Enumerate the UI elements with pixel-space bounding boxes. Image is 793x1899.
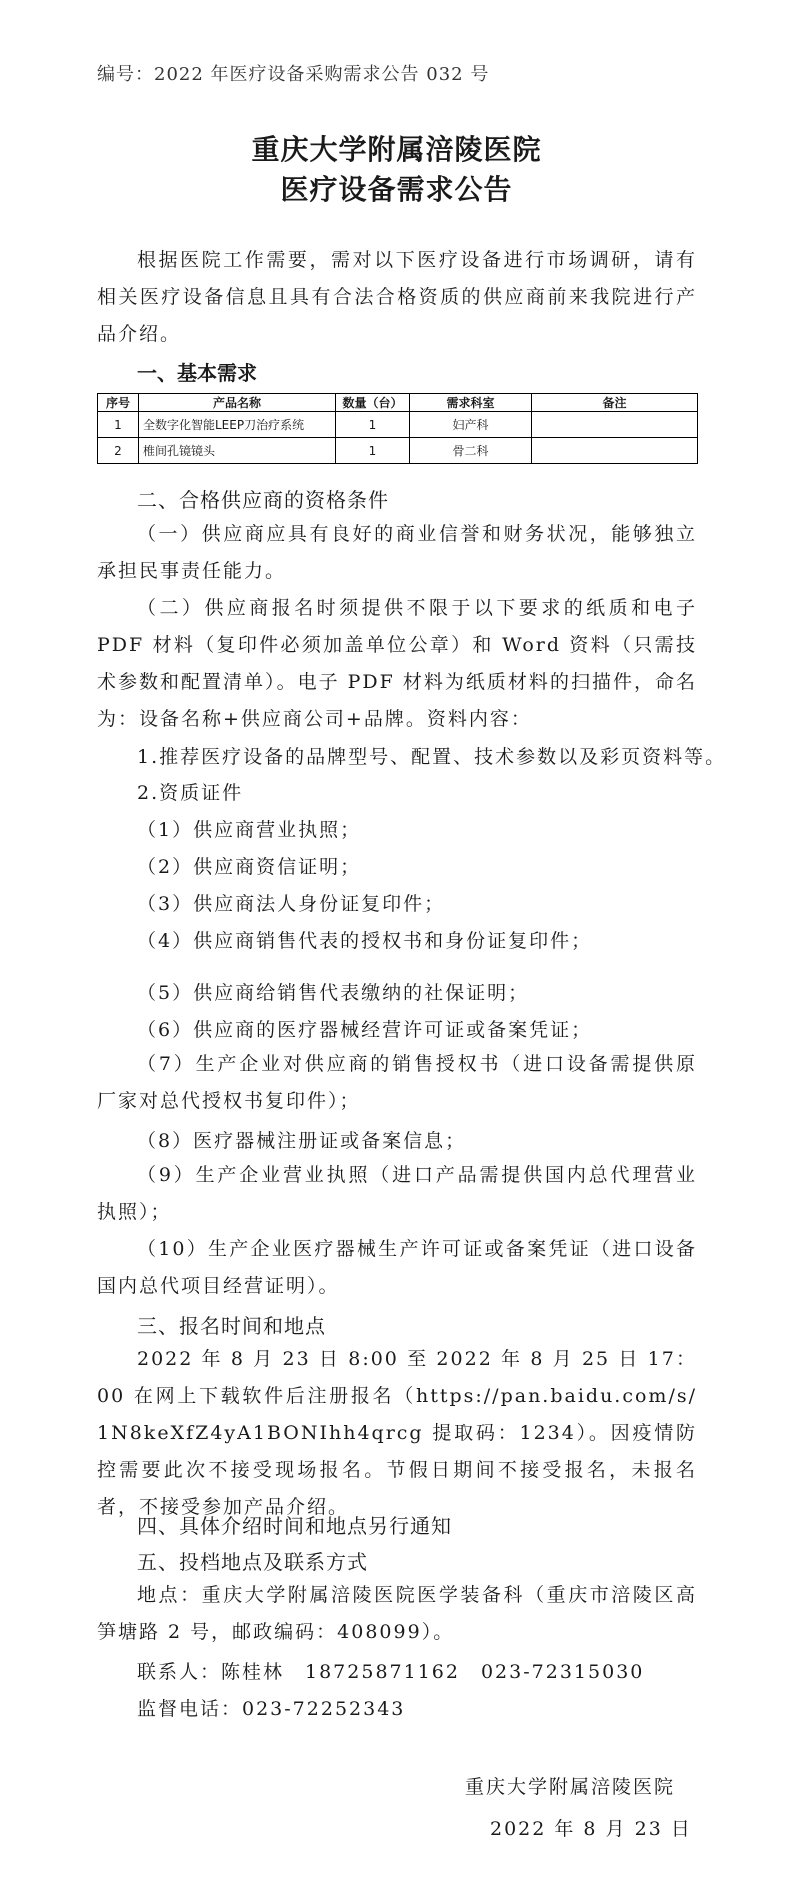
cell-department: 妇产科: [410, 412, 532, 438]
cell-remarks: [532, 438, 698, 464]
qualification-5: （5）供应商给销售代表缴纳的社保证明；: [137, 982, 530, 1004]
section-schedule-heading: 四、具体介绍时间和地点另行通知: [137, 1514, 452, 1538]
supervision-phone: 监督电话：023-72252343: [137, 1698, 406, 1720]
document-number: 编号：2022 年医疗设备采购需求公告 032 号: [97, 64, 490, 85]
signature-organization: 重庆大学附属涪陵医院: [465, 1776, 676, 1798]
header-index: 序号: [98, 394, 139, 412]
condition-1: （一）供应商应具有良好的商业信誉和财务状况，能够独立承担民事责任能力。: [97, 523, 697, 582]
condition-2: （二）供应商报名时须提供不限于以下要求的纸质和电子PDF 材料（复印件必须加盖单位公章）和 Word 资料（只需技术参数和配置清单）。电子 PDF 材料为纸质材料的扫描件，命名为：设备名称+供应商公司+品牌。资料内容：: [97, 597, 697, 730]
qualification-10: （10）生产企业医疗器械生产许可证或备案凭证（进口设备国内总代项目经营证明）。: [97, 1238, 697, 1297]
registration-text: 2022 年 8 月 23 日 8:00 至 2022 年 8 月 25 日 17：00 在网上下载软件后注册报名（https://pan.baidu.com/s/1N8keXfZ4yA1BONIhh4qrcg 提取码：1234）。因疫情防控需要此次不接受现场报名。节假日期间不接受报名，未报名者，不接受参加产品介绍。: [97, 1348, 697, 1518]
table-header-row: [98, 394, 698, 412]
contact-person: 联系人：陈桂林 18725871162 023-72315030: [137, 1661, 645, 1683]
qualification-3: （3）供应商法人身份证复印件；: [137, 893, 446, 915]
table-row: [98, 438, 698, 464]
cell-quantity: 1: [336, 412, 410, 438]
address-text: 地点：重庆大学附属涪陵医院医学装备科（重庆市涪陵区高笋塘路 2 号，邮政编码：408099）。: [97, 1584, 697, 1643]
qualification-8: （8）医疗器械注册证或备案信息；: [137, 1130, 467, 1152]
item-2: 2.资质证件: [137, 782, 244, 804]
section-qualification-heading: 二、合格供应商的资格条件: [137, 488, 389, 512]
cell-index: 2: [98, 438, 139, 464]
qualification-1: （1）供应商营业执照；: [137, 819, 362, 841]
header-department: 需求科室: [410, 394, 532, 412]
cell-remarks: [532, 412, 698, 438]
cell-product: 全数字化智能LEEP刀治疗系统: [139, 412, 336, 438]
header-remarks: 备注: [532, 394, 698, 412]
qualification-9: （9）生产企业营业执照（进口产品需提供国内总代理营业执照）；: [97, 1164, 697, 1223]
intro-paragraph: 根据医院工作需要，需对以下医疗设备进行市场调研，请有相关医疗设备信息且具有合法合格资质的供应商前来我院进行产品介绍。: [97, 249, 697, 345]
title-notice: 医疗设备需求公告: [280, 173, 513, 206]
section-contact-heading: 五、投档地点及联系方式: [137, 1550, 368, 1574]
qualification-6: （6）供应商的医疗器械经营许可证或备案凭证；: [137, 1019, 593, 1041]
cell-department: 骨二科: [410, 438, 532, 464]
section-registration-heading: 三、报名时间和地点: [137, 1314, 326, 1338]
header-product: 产品名称: [139, 394, 336, 412]
signature-date: 2022 年 8 月 23 日: [490, 1818, 692, 1840]
header-quantity: 数量（台）: [336, 394, 410, 412]
qualification-4: （4）供应商销售代表的授权书和身份证复印件；: [137, 930, 593, 952]
table-row: [98, 412, 698, 438]
cell-index: 1: [98, 412, 139, 438]
item-1: 1.推荐医疗设备的品牌型号、配置、技术参数以及彩页资料等。: [137, 746, 727, 768]
section-basic-needs-heading: 一、基本需求: [137, 361, 257, 385]
qualification-2: （2）供应商资信证明；: [137, 856, 362, 878]
cell-product: 椎间孔镜镜头: [139, 438, 336, 464]
qualification-7: （7）生产企业对供应商的销售授权书（进口设备需提供原厂家对总代授权书复印件）；: [97, 1053, 697, 1112]
title-hospital: 重庆大学附属涪陵医院: [251, 133, 542, 166]
requirements-table: [97, 393, 698, 464]
cell-quantity: 1: [336, 438, 410, 464]
